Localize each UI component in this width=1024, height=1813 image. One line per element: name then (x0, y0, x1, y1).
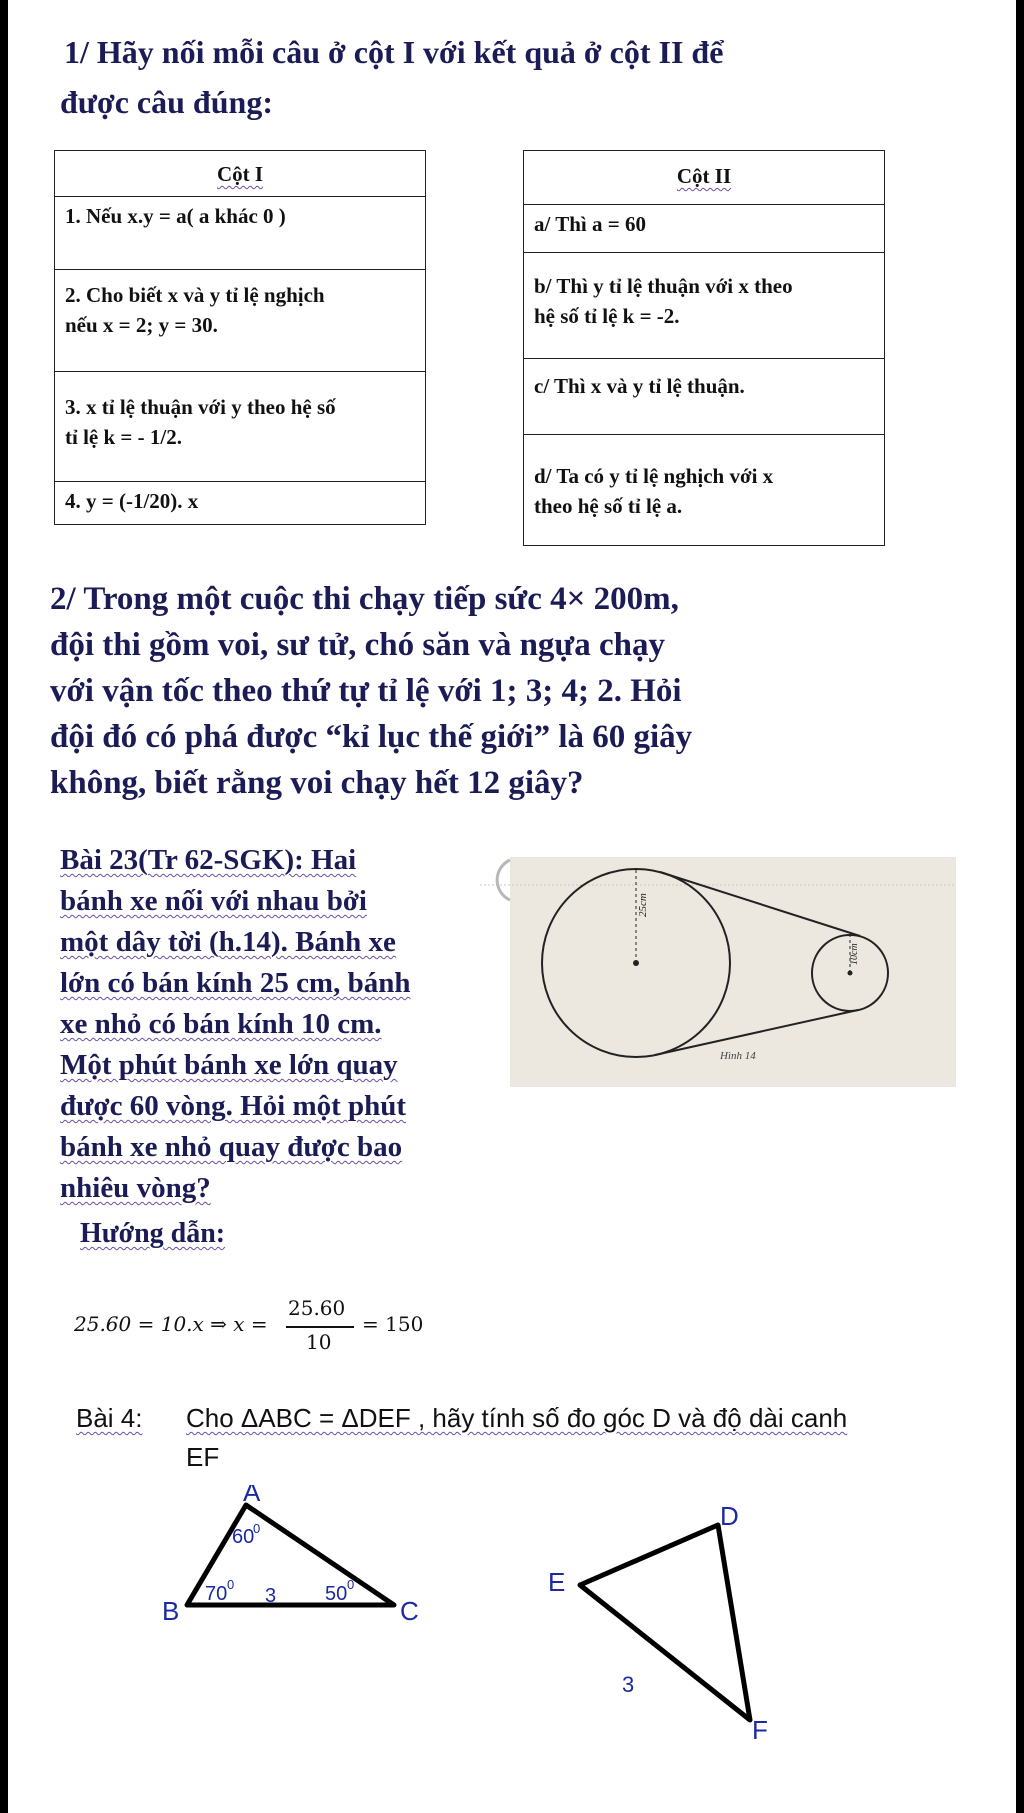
bai4-text (186, 1403, 946, 1473)
side-bc-label: 3 (265, 1585, 277, 1607)
column-2-row-4 (524, 435, 884, 543)
column-2-table (523, 150, 885, 546)
bai23-line: xe nhỏ có bán kính 10 cm. (60, 1008, 382, 1040)
column-1-row-2 (55, 270, 425, 372)
column-1-header: Cột I (55, 151, 425, 197)
bai23-text (60, 840, 450, 1209)
q2-line: đội đó có phá được “kỉ lục thế giới” là 60 giây (50, 719, 693, 755)
vertex-d-label: D (720, 1501, 739, 1531)
bai23-line: một dây tời (h.14). Bánh xe (60, 926, 396, 958)
formula-numerator: 25.60 (288, 1296, 346, 1320)
row-text: b/ Thì y tỉ lệ thuận với x theo (534, 274, 793, 298)
bai23-line: lớn có bán kính 25 cm, bánh (60, 967, 411, 999)
bai4-line: Cho ΔABC = ΔDEF , hãy tính số đo góc D và độ dài canh (186, 1403, 848, 1433)
vertex-b-label: B (162, 1596, 180, 1625)
q2-line: đội thi gồm voi, sư tử, chó săn và ngựa chạy (50, 627, 665, 663)
column-1-row-3 (55, 372, 425, 482)
q1-title-line2: được câu đúng: (60, 84, 273, 120)
formula-denominator: 10 (306, 1330, 332, 1354)
row-text: d/ Ta có y tỉ lệ nghịch với x (534, 464, 774, 488)
angle-a-degree: 0 (253, 1521, 261, 1536)
guide-formula (74, 1290, 434, 1370)
column-1-row-1 (55, 197, 425, 270)
figure-caption: Hình 14 (720, 1050, 756, 1062)
row-text: a/ Thì a = 60 (534, 212, 646, 236)
formula-lhs: 25.60 = 10.x ⇒ x = (74, 1312, 268, 1336)
row-text: nếu x = 2; y = 30. (65, 313, 218, 337)
right-border (1016, 0, 1024, 1813)
row-text: 4. y = (-1/20). x (65, 489, 199, 513)
pulley-figure (480, 845, 958, 1090)
row-text: 3. x tỉ lệ thuận với y theo hệ số (65, 395, 336, 419)
angle-b-value: 70 (205, 1583, 228, 1605)
q2-line: không, biết rằng voi chạy hết 12 giây? (50, 765, 584, 801)
big-radius-label: 25cm (637, 893, 649, 917)
row-text: theo hệ số tỉ lệ a. (534, 494, 683, 518)
fraction-bar (286, 1326, 354, 1328)
formula-rhs: = 150 (362, 1312, 424, 1336)
triangle-abc-figure (150, 1485, 450, 1625)
angle-c-value: 50 (325, 1583, 348, 1605)
side-ef-label: 3 (622, 1672, 635, 1697)
angle-a-value: 60 (232, 1526, 255, 1548)
angle-b-degree: 0 (227, 1577, 235, 1592)
q2-line: với vận tốc theo thứ tự tỉ lệ với 1; 3; 4; 2. Hỏi (50, 673, 682, 709)
pulley-svg (480, 845, 958, 1090)
bai23-line: nhiêu vòng? (60, 1172, 211, 1204)
triangle-def-svg (540, 1495, 800, 1745)
triangle-def (580, 1525, 750, 1720)
small-radius-label: 10cm (849, 943, 860, 965)
left-border (0, 0, 8, 1813)
row-text: 1. Nếu x.y = a( a khác 0 ) (65, 204, 286, 228)
q1-title-line1: 1/ Hãy nối mỗi câu ở cột I với kết quả ở cột II để (64, 34, 724, 70)
bai23-line: Bài 23(Tr 62-SGK): Hai (60, 844, 357, 876)
bai23-line: Một phút bánh xe lớn quay (60, 1049, 398, 1081)
triangle-abc-svg (150, 1485, 450, 1625)
row-text: c/ Thì x và y tỉ lệ thuận. (534, 374, 745, 398)
bai23-line: được 60 vòng. Hỏi một phút (60, 1090, 407, 1122)
column-1-row-4 (55, 482, 425, 524)
row-text: tỉ lệ k = - 1/2. (65, 425, 182, 449)
bai4-label: Bài 4: (76, 1403, 143, 1433)
vertex-e-label: E (548, 1567, 566, 1597)
bai23-line: bánh xe nhỏ quay được bao (60, 1131, 403, 1163)
column-2-row-3 (524, 359, 884, 435)
angle-c-degree: 0 (347, 1577, 355, 1592)
column-2-header: Cột II (524, 151, 884, 205)
row-text: 2. Cho biết x và y tỉ lệ nghịch (65, 283, 325, 307)
vertex-f-label: F (752, 1715, 768, 1745)
q2-line: 2/ Trong một cuộc thi chạy tiếp sức 4× 200m, (50, 581, 679, 617)
bai4-line: EF (186, 1442, 220, 1472)
column-1-table (54, 150, 426, 525)
column-2-row-1 (524, 205, 884, 253)
triangle-def-figure (540, 1495, 800, 1745)
guide-title: Hướng dẫn: (80, 1218, 226, 1249)
vertex-a-label: A (243, 1485, 261, 1507)
row-text: hệ số tỉ lệ k = -2. (534, 304, 680, 328)
vertex-c-label: C (400, 1596, 419, 1625)
corner-arc (497, 860, 510, 900)
bai23-line: bánh xe nối với nhau bởi (60, 885, 367, 917)
q2-text (50, 576, 990, 806)
column-2-row-2 (524, 253, 884, 359)
